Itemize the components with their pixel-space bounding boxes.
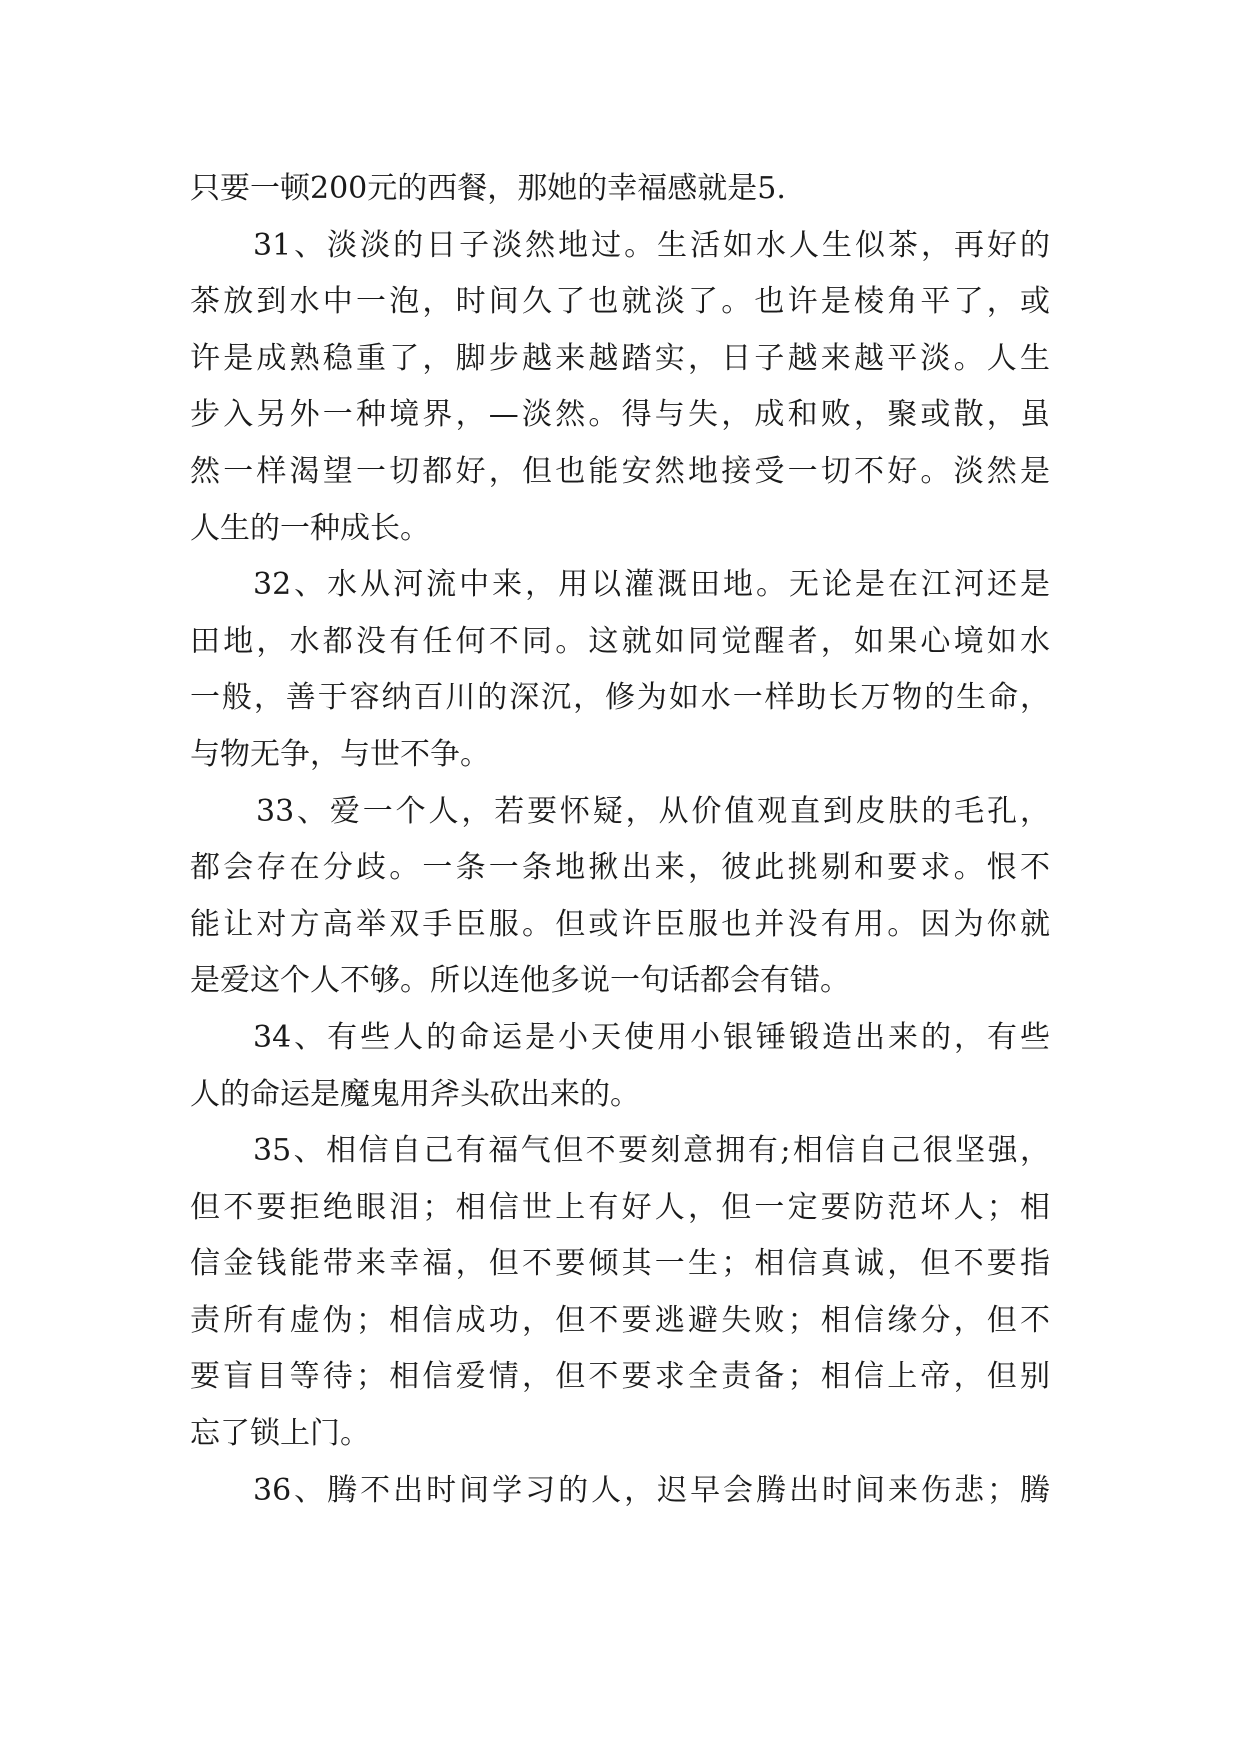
paragraph-32	[190, 557, 1050, 783]
text-line: 忘了锁上门。	[190, 1416, 370, 1452]
text-line: 许是成熟稳重了，脚步越来越踏实，日子越来越平淡。人生	[190, 340, 1050, 376]
document-body	[190, 161, 1050, 1519]
text-line: 茶放到水中一泡，时间久了也就淡了。也许是棱角平了，或	[190, 284, 1050, 320]
text-line: 但不要拒绝眼泪；相信世上有好人，但一定要防范坏人；相	[190, 1189, 1050, 1225]
text-line: 35、相信自己有福气但不要刻意拥有;相信自己很坚强，	[253, 1133, 1050, 1169]
text-line: 能让对方高举双手臣服。但或许臣服也并没有用。因为你就	[190, 906, 1050, 942]
paragraph-33	[190, 784, 1050, 1010]
paragraph-35	[190, 1123, 1050, 1463]
text-line: 责所有虚伪；相信成功，但不要逃避失败；相信缘分，但不	[190, 1302, 1050, 1338]
text-line: 31、淡淡的日子淡然地过。生活如水人生似茶，再好的	[253, 227, 1050, 263]
paragraph-36	[190, 1463, 1050, 1520]
text-line: 信金钱能带来幸福，但不要倾其一生；相信真诚，但不要指	[190, 1246, 1050, 1282]
text-line: 都会存在分歧。一条一条地揪出来，彼此挑剔和要求。恨不	[190, 850, 1050, 886]
text-line: 要盲目等待；相信爱情，但不要求全责备；相信上帝，但别	[190, 1359, 1050, 1395]
text-line: 36、腾不出时间学习的人，迟早会腾出时间来伤悲；腾	[253, 1472, 1050, 1508]
text-line: 一般，善于容纳百川的深沉，修为如水一样助长万物的生命，	[190, 680, 1050, 716]
paragraph-30-tail	[190, 161, 1050, 218]
text-line: 田地，水都没有任何不同。这就如同觉醒者，如果心境如水	[190, 623, 1050, 659]
text-line: 只要一顿200元的西餐，那她的幸福感就是5.	[190, 171, 786, 206]
text-line: 32、水从河流中来，用以灌溉田地。无论是在江河还是	[253, 567, 1050, 603]
text-line: 与物无争，与世不争。	[190, 736, 490, 772]
text-line: 34、有些人的命运是小天使用小银锤锻造出来的，有些	[253, 1019, 1050, 1055]
text-line: 人生的一种成长。	[190, 510, 430, 546]
text-line: 步入另外一种境界，—淡然。得与失，成和败，聚或散，虽	[190, 397, 1050, 433]
text-line: 然一样渴望一切都好，但也能安然地接受一切不好。淡然是	[190, 453, 1050, 489]
paragraph-34	[190, 1010, 1050, 1123]
text-line: 33、爱一个人，若要怀疑，从价值观直到皮肤的毛孔，	[256, 793, 1050, 829]
text-line: 是爱这个人不够。所以连他多说一句话都会有错。	[190, 963, 850, 999]
paragraph-31	[190, 218, 1050, 558]
text-line: 人的命运是魔鬼用斧头砍出来的。	[190, 1076, 640, 1112]
